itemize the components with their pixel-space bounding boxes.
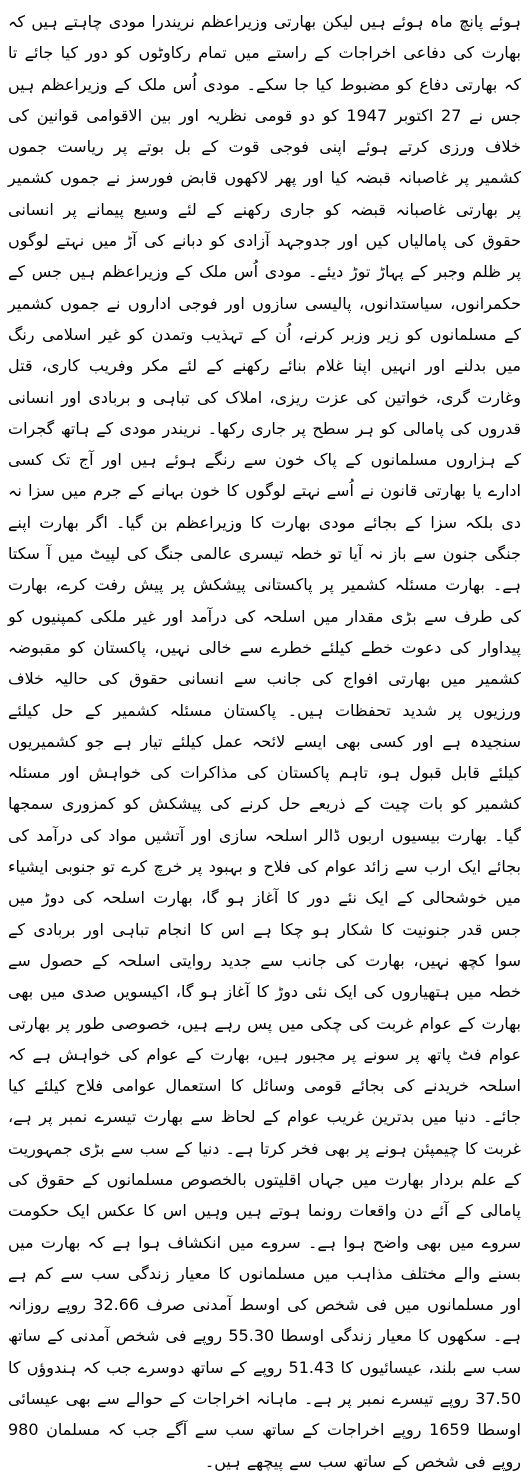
article-body-text: ہوئے پانچ ماہ ہوئے ہیں لیکن بھارتی وزیراعظم نریندرا مودی چاہتے ہیں کہ بھارت کی دفاعی اخراجات کے راستے میں تمام رکاوٹوں کو دور کیا جائے تا کہ بھارتی دفاع کو مضبوط کیا جا سکے۔ مودی اُس ملک کے وزیراعظم ہیں جس نے 27 اکتوبر 1947 کو دو قومی نظریہ اور بین الاقوامی قوانین کی خلاف ورزی کرتے ہوئے اپنی فوجی قوت کے بل بوتے پر ریاست جموں کشمیر پر غاصبانہ قبضہ کیا اور پھر لاکھوں قابض فورسز نے جموں کشمیر پر بھارتی غاصبانہ قبضہ کو جاری رکھنے کے لئے وسیع پیمانے پر انسانی حقوق کی پامالیاں کیں اور جدوجہد آزادی کو دبانے کی آڑ میں نہتے لوگوں پر ظلم وجبر کے پہاڑ توڑ دیئے۔ مودی اُس ملک کے وزیراعظم ہیں جس کے حکمرانوں، سیاستدانوں، پالیسی سازوں اور فوجی اداروں نے جموں کشمیر کے مسلمانوں کو زیر وزبر کرنے، اُن کے تہذیب وتمدن کو غیر اسلامی رنگ میں بدلنے اور انہیں اپنا غلام بنائے رکھنے کے لئے مکر وفریب کاری، قتل وغارت گری، خواتین کی عزت ریزی، املاک کی تباہی و بربادی اور انسانی قدروں کی پامالی کو ہر سطح پر جاری رکھا۔ نریندر مودی کے ہاتھ گجرات کے ہزاروں مسلمانوں کے پاک خون سے رنگے ہوئے ہیں اور آج تک کسی ادارے یا بھارتی قانون نے اُسے نہتے لوگوں کا خون بہانے کے جرم میں سزا نہ دی بلکہ سزا کے بجائے مودی بھارت کا وزیراعظم بن گیا۔ اگر بھارت اپنے جنگی جنون سے باز نہ آیا تو خطہ تیسری عالمی جنگ کی لپیٹ میں آ سکتا ہے۔ بھارت مسئلہ کشمیر پر پاکستانی پیشکش پر پیش رفت کرے، بھارت کی طرف سے بڑی مقدار میں اسلحہ کی درآمد اور غیر ملکی کمپنیوں کو پیداوار کی دعوت خطے کیلئے خطرے سے خالی نہیں، پاکستان کو مقبوضہ کشمیر میں بھارتی افواج کی جانب سے انسانی حقوق کی حالیہ خلاف ورزیوں پر شدید تحفظات ہیں۔ پاکستان مسئلہ کشمیر کے حل کیلئے سنجیدہ ہے اور کسی بھی ایسے لائحہ عمل کیلئے تیار ہے جو کشمیریوں کیلئے قابل قبول ہو، تاہم پاکستان کی مذاکرات کی خواہش اور مسئلہ کشمیر کو بات چیت کے ذریعے حل کرنے کی پیشکش کو کمزوری سمجھا گیا۔ بھارت بیسیوں اربوں ڈالر اسلحہ سازی اور آتشیں مواد کی درآمد کی بجائے ایک ارب سے زائد عوام کی فلاح و بہبود پر خرچ کرے تو جنوبی ایشیاء میں خوشحالی کے ایک نئے دور کا آغاز ہو گا، بھارت اسلحہ کی دوڑ میں جس قدر جنونیت کا شکار ہو چکا ہے اس کا انجام تباہی اور بربادی کے سوا کچھ نہیں، بھارت کی جانب سے جدید روایتی اسلحہ کے حصول سے خطہ میں ہتھیاروں کی ایک نئی دوڑ کا آغاز ہو گا، اکیسویں صدی میں بھی بھارت کے عوام غربت کی چکی میں پس رہے ہیں، خصوصی طور پر بھارتی عوام فٹ پاتھ پر سونے پر مجبور ہیں، بھارت کے عوام کی خواہش ہے کہ اسلحہ خریدنے کی بجائے قومی وسائل کا استعمال عوامی فلاح کیلئے کیا جائے۔ دنیا میں بدترین غریب عوام کے لحاظ سے بھارت تیسرے نمبر پر ہے، غربت کا چیمپئن ہونے پر بھی فخر کرتا ہے۔ دنیا کے سب سے بڑی جمہوریت کے علم بردار بھارت میں جہاں اقلیتوں بالخصوص مسلمانوں کے حقوق کی پامالی کے آئے دن واقعات رونما ہوتے ہیں وہیں اس کا عکس ایک حکومت سروے میں بھی واضح ہوا ہے۔ سروے میں انکشاف ہوا ہے کہ بھارت میں بسنے والے مختلف مذاہب میں مسلمانوں کا معیار زندگی سب سے کم ہے اور مسلمانوں میں فی شخص کی اوسط آمدنی صرف 32.66 روپے روزانہ ہے۔ سکھوں کا معیار زندگی اوسطا 55.30 روپے فی شخص آمدنی کے ساتھ سب سے بلند، عیسائیوں کا 51.43 روپے کے ساتھ دوسرے جب کہ ہندوؤں کا 37.50 روپے تیسرے نمبر پر ہے۔ ماہانہ اخراجات کے حوالے سے بھی عیسائی اوسطا 1659 روپے اخراجات کے ساتھ سب سے آگے جب کہ مسلمان 980 روپے فی شخص کے ساتھ سب سے پیچھے ہیں۔ <box>8 12 522 1471</box>
